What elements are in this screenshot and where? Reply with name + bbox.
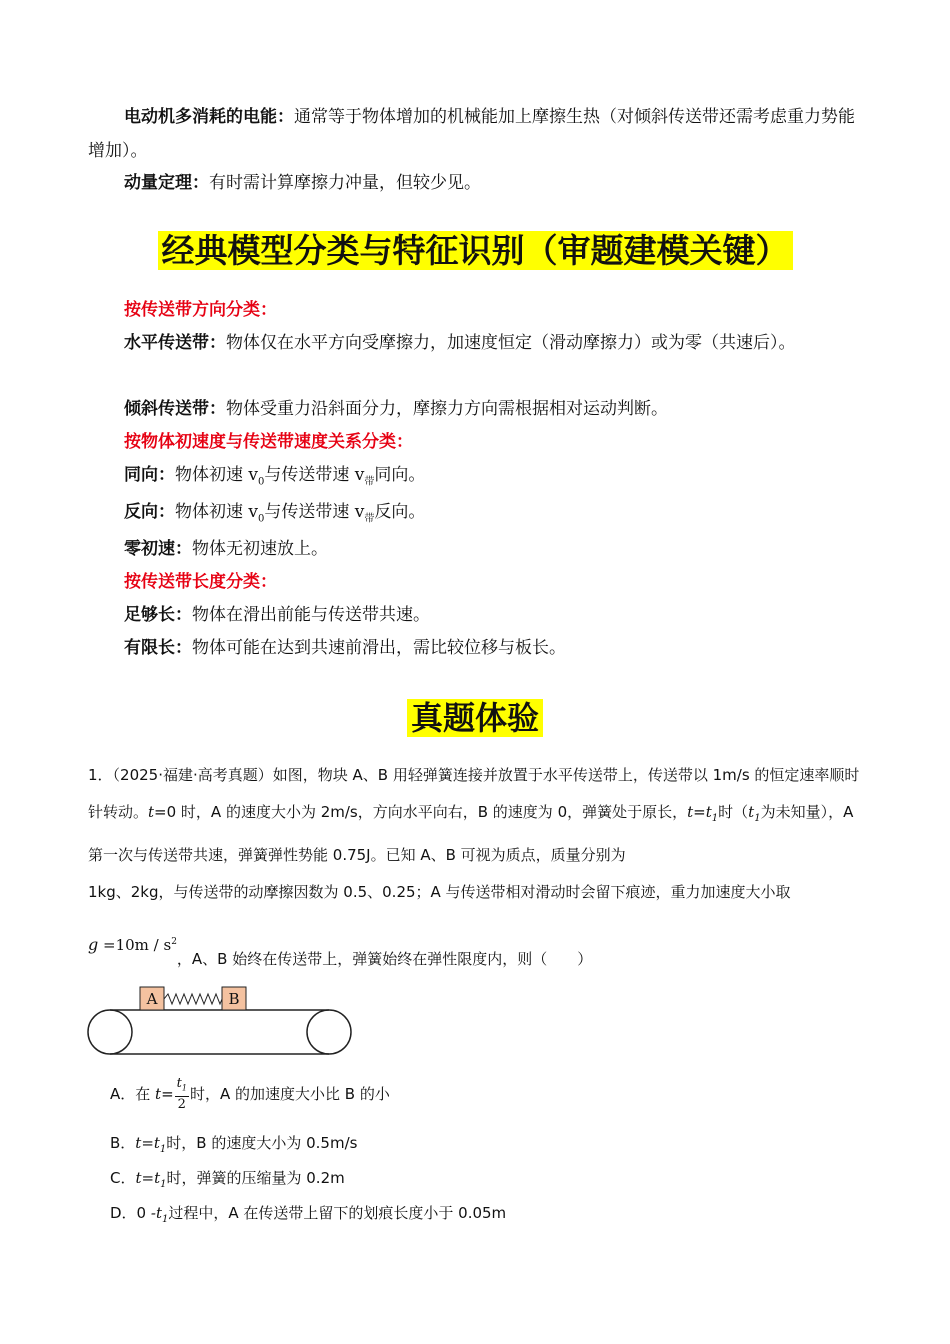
- question-text: =0 时，A 的速度大小为 2m/s，方向水平向右，B 的速度为 0，弹簧处于原长，: [154, 803, 688, 821]
- fraction-denominator: 2: [177, 1097, 186, 1113]
- section-heading-real-exam: [0, 695, 950, 741]
- paragraph-opposite-direction: [88, 495, 863, 536]
- superscript: 2: [171, 937, 177, 947]
- term-label: 有限长：: [124, 638, 192, 658]
- question-text: 1kg、2kg，与传送带的动摩擦因数为 0.5、0.25；A 与传送带相对滑动时会留下痕迹，重力加速度大小取: [88, 883, 791, 901]
- term-text: 物体初速 v: [175, 502, 259, 522]
- spring: [164, 994, 222, 1004]
- term-text: 与传送带速 v: [264, 465, 365, 485]
- option-text: 时，B 的速度大小为 0.5m/s: [166, 1134, 358, 1152]
- term-label: 零初速：: [124, 539, 192, 559]
- math-var: g: [88, 935, 99, 954]
- question-text: ，A、B 始终在传送带上，弹簧始终在弹性限度内，则（ ）: [176, 950, 593, 968]
- math-value: =10m / s: [98, 936, 172, 954]
- term-text: 有时需计算摩擦力冲量，但较少见。: [209, 173, 481, 193]
- term-text: 物体仅在水平方向受摩擦力，加速度恒定（滑动摩擦力）或为零（共速后）。: [226, 333, 796, 353]
- term-label: 足够长：: [124, 605, 192, 625]
- subscript: 1: [181, 1083, 187, 1093]
- subscript: 1: [160, 1179, 167, 1190]
- term-text: 反向。: [374, 502, 426, 522]
- option-text: 时，弹簧的压缩量为 0.2m: [166, 1169, 345, 1187]
- option-text: 时，A 的加速度大小比 B 的小: [189, 1085, 390, 1103]
- gravity-line: [88, 924, 593, 968]
- term-label: 水平传送带：: [124, 333, 226, 353]
- term-text: 物体在滑出前能与传送带共速。: [192, 605, 430, 625]
- math-var: t=t: [135, 1134, 160, 1152]
- paragraph-same-direction: [88, 458, 863, 499]
- question-source: （2025·福建·高考真题）: [112, 766, 273, 784]
- term-text: 物体可能在达到共速前滑出，需比较位移与板长。: [192, 638, 566, 658]
- heading-text: 经典模型分类与特征识别（审题建模关键）: [158, 231, 793, 270]
- option-label: B．: [110, 1134, 136, 1152]
- right-roller: [307, 1010, 351, 1054]
- section-heading-models: [0, 228, 950, 274]
- term-label: 动量定理：: [124, 173, 209, 193]
- math-var: t: [148, 803, 155, 821]
- math-var: t: [748, 803, 755, 821]
- heading-text: 真题体验: [407, 699, 543, 737]
- term-text: 与传送带速 v: [264, 502, 365, 522]
- question-number: 1．: [88, 766, 113, 784]
- math-var: t: [705, 803, 712, 821]
- option-d[interactable]: [110, 1200, 506, 1233]
- math-var: t: [687, 803, 694, 821]
- option-text: 过程中，A 在传送带上留下的划痕长度小于 0.05m: [168, 1204, 507, 1222]
- block-b-label: B: [228, 990, 240, 1008]
- paragraph-horizontal: [88, 326, 863, 360]
- math-op: =: [161, 1085, 174, 1103]
- option-label: A．在: [110, 1085, 156, 1103]
- term-label: 倾斜传送带：: [124, 399, 226, 419]
- category-velocity: [88, 425, 863, 459]
- subscript: 带: [364, 476, 375, 488]
- term-label: 反向：: [124, 502, 175, 522]
- math-var: t: [155, 1085, 162, 1103]
- option-c[interactable]: [110, 1165, 345, 1198]
- question-text: 时（: [718, 803, 749, 821]
- option-a[interactable]: [110, 1073, 390, 1115]
- option-b[interactable]: [110, 1130, 357, 1163]
- fraction-numerator: [175, 1076, 189, 1098]
- subscript: 1: [159, 1144, 167, 1155]
- paragraph-long-enough: [88, 598, 863, 632]
- term-text: 通常等于物体增加的机械能加上摩擦生热（对倾斜传送带还需考虑重力势能增加）。: [88, 107, 855, 161]
- paragraph-zero-velocity: [88, 532, 863, 566]
- paragraph-inclined: [88, 392, 863, 426]
- subscript: 0: [258, 476, 265, 488]
- fraction: [175, 1076, 189, 1114]
- option-label: C．: [110, 1169, 136, 1187]
- subscript: 1: [161, 1214, 169, 1225]
- paragraph-momentum: [88, 166, 863, 200]
- conveyor-figure: [84, 984, 359, 1059]
- category-direction: [88, 293, 863, 327]
- block-a-label: A: [146, 990, 158, 1008]
- math-op: =: [693, 803, 706, 821]
- term-text: 物体初速 v: [175, 465, 259, 485]
- category-label: 按传送带方向分类：: [124, 300, 277, 320]
- math-var: t: [176, 1075, 182, 1091]
- question-stem: [88, 757, 863, 911]
- term-text: 同向。: [374, 465, 426, 485]
- category-label: 按传送带长度分类：: [124, 572, 277, 592]
- question-text: 为未知量），A 第一次与传送带共速，弹簧弹性势能 0.75J。已知 A、B 可视为质点，质量分别为: [88, 803, 854, 864]
- math-var: -t: [150, 1204, 162, 1222]
- math-var: t=t: [135, 1169, 161, 1187]
- term-label: 同向：: [124, 465, 175, 485]
- subscript: 0: [258, 513, 265, 525]
- term-text: 物体受重力沿斜面分力，摩擦力方向需根据相对运动判断。: [226, 399, 668, 419]
- question-text: 如图，物块 A、B 用轻弹簧连接并放置于水平传送带上，传送带以 1m/s 的恒定速率顺时针转动。: [88, 766, 860, 821]
- subscript: 1: [754, 813, 761, 824]
- term-label: 电动机多消耗的电能：: [124, 107, 294, 127]
- paragraph-electric-energy: [88, 100, 863, 168]
- left-roller: [88, 1010, 132, 1054]
- subscript: 1: [711, 813, 719, 824]
- category-label: 按物体初速度与传送带速度关系分类：: [124, 432, 413, 452]
- option-label: D．0: [110, 1204, 151, 1222]
- term-text: 物体无初速放上。: [192, 539, 328, 559]
- subscript: 带: [364, 513, 375, 525]
- category-length: [88, 565, 863, 599]
- paragraph-limited-length: [88, 631, 863, 665]
